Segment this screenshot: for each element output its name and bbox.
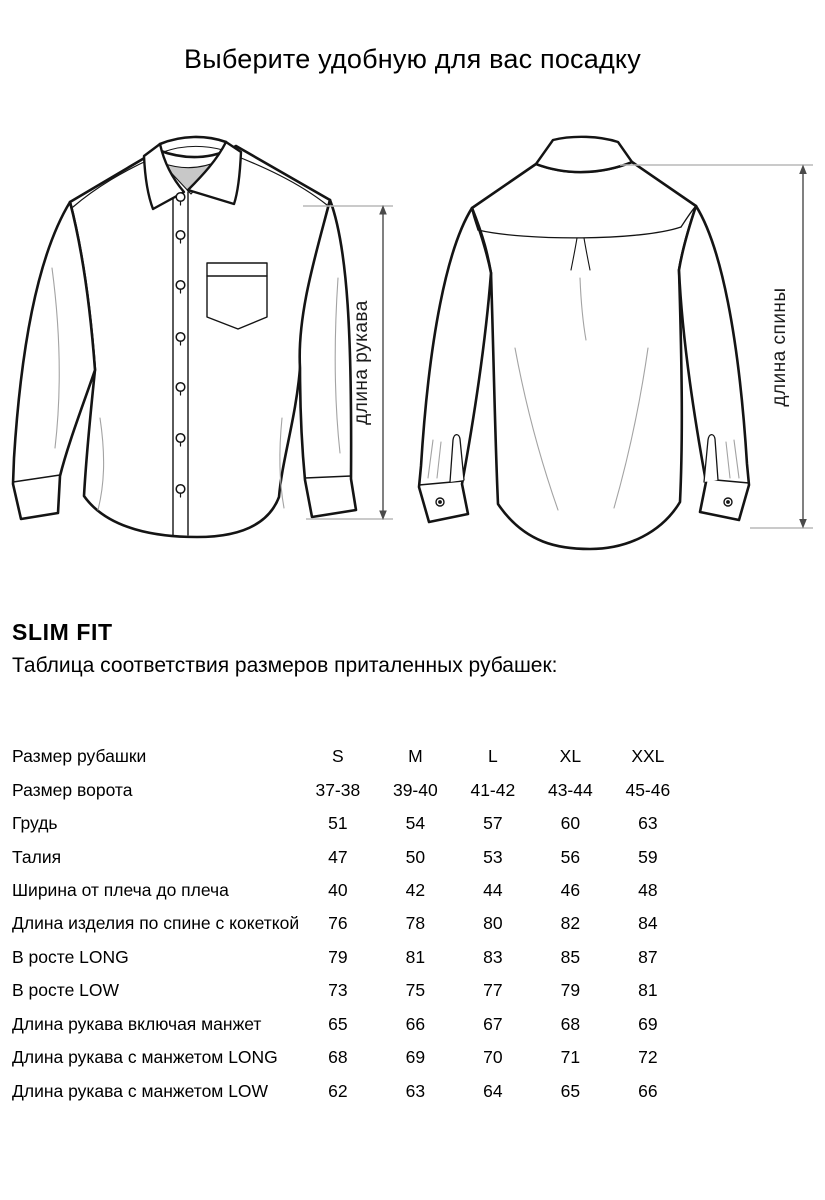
cell-value: 73 (328, 980, 348, 1001)
size-col-header: S (332, 746, 344, 767)
shirt-diagram-svg (0, 118, 825, 568)
cell-value: 83 (483, 946, 503, 967)
cell-value: 67 (483, 1013, 503, 1034)
cell-value: 64 (483, 1080, 503, 1101)
shirt-back-drawing (419, 137, 749, 549)
table-row (12, 907, 687, 940)
cell-value: 62 (328, 1080, 348, 1101)
row-label: Длина рукава включая манжет (12, 1013, 262, 1034)
table-row (12, 941, 687, 974)
cell-value: 82 (560, 913, 581, 934)
cell-value: 54 (405, 813, 426, 834)
row-label: Грудь (12, 813, 58, 834)
cell-value: 65 (560, 1080, 581, 1101)
row-label: Талия (12, 846, 62, 867)
front-collar-band (160, 137, 226, 144)
cell-value: 68 (328, 1047, 348, 1068)
cell-value: 66 (638, 1080, 658, 1101)
row-label: В росте LONG (12, 946, 129, 967)
cell-value: 76 (328, 913, 348, 934)
row-label: Длина рукава с манжетом LONG (12, 1047, 278, 1068)
cell-value: 44 (483, 879, 503, 900)
page-title: Выберите удобную для вас посадку (184, 44, 641, 74)
cell-value: 71 (560, 1047, 581, 1068)
cell-value: 60 (560, 813, 581, 834)
cell-value: 66 (405, 1013, 426, 1034)
cell-value: 56 (560, 846, 581, 867)
row-label: Размер ворота (12, 779, 133, 800)
shirt-diagrams (0, 118, 825, 568)
front-collar-band-inner (163, 146, 223, 152)
row-label: Длина рукава с манжетом LOW (12, 1080, 269, 1101)
cell-value: 43-44 (547, 779, 593, 800)
cell-value: 45-46 (625, 779, 671, 800)
cell-value: 40 (328, 879, 348, 900)
back-collar (536, 137, 632, 172)
table-row (12, 874, 687, 907)
shirt-front-drawing (13, 137, 356, 537)
cell-value: 51 (328, 813, 348, 834)
row-label: Ширина от плеча до плеча (12, 879, 229, 900)
cell-value: 39-40 (392, 779, 438, 800)
cell-value: 79 (328, 946, 348, 967)
row-label: Размер рубашки (12, 746, 147, 767)
cell-value: 42 (405, 879, 426, 900)
cell-value: 41-42 (470, 779, 516, 800)
arrow-down-icon (799, 519, 807, 529)
table-row (12, 1041, 687, 1074)
table-row (12, 740, 687, 773)
front-pocket (207, 263, 267, 329)
cell-value: 68 (560, 1013, 581, 1034)
cell-value: 79 (560, 980, 581, 1001)
cell-value: 59 (638, 846, 658, 867)
size-col-header: M (408, 746, 423, 767)
cell-value: 70 (483, 1047, 503, 1068)
cell-value: 50 (405, 846, 426, 867)
cell-value: 63 (405, 1080, 426, 1101)
cell-value: 72 (638, 1047, 658, 1068)
row-label: Длина изделия по спине с кокеткой (12, 913, 300, 934)
back-body (472, 162, 696, 549)
table-row (12, 807, 687, 840)
cell-value: 84 (638, 913, 658, 934)
cell-value: 57 (483, 813, 503, 834)
table-row (12, 974, 687, 1007)
cell-value: 46 (560, 879, 581, 900)
row-label: В росте LOW (12, 980, 120, 1001)
cell-value: 75 (405, 980, 426, 1001)
cell-value: 65 (328, 1013, 348, 1034)
table-row (12, 773, 687, 806)
size-col-header: XXL (631, 746, 665, 767)
size-col-header: XL (559, 746, 582, 767)
cell-value: 53 (483, 846, 503, 867)
front-body (70, 146, 330, 537)
table-row (12, 1074, 687, 1107)
sleeve-length-label: длина рукава (351, 300, 372, 425)
cell-value: 69 (638, 1013, 658, 1034)
fit-heading: SLIM FIT (12, 619, 113, 645)
cell-value: 81 (405, 946, 426, 967)
cell-value: 69 (405, 1047, 426, 1068)
table-row (12, 1008, 687, 1041)
size-table (12, 740, 687, 1108)
table-caption: Таблица соответствия размеров приталенных рубашек: (12, 654, 558, 677)
size-col-header: L (487, 746, 498, 767)
cell-value: 80 (483, 913, 503, 934)
cell-value: 48 (638, 879, 658, 900)
cell-value: 78 (405, 913, 426, 934)
cell-value: 63 (638, 813, 658, 834)
arrow-up-icon (799, 165, 807, 175)
cell-value: 47 (328, 846, 348, 867)
table-row (12, 840, 687, 873)
back-length-label: длина спины (769, 287, 790, 407)
cell-value: 85 (560, 946, 581, 967)
cell-value: 37-38 (315, 779, 361, 800)
cell-value: 81 (638, 980, 658, 1001)
cell-value: 77 (483, 980, 503, 1001)
cell-value: 87 (638, 946, 658, 967)
